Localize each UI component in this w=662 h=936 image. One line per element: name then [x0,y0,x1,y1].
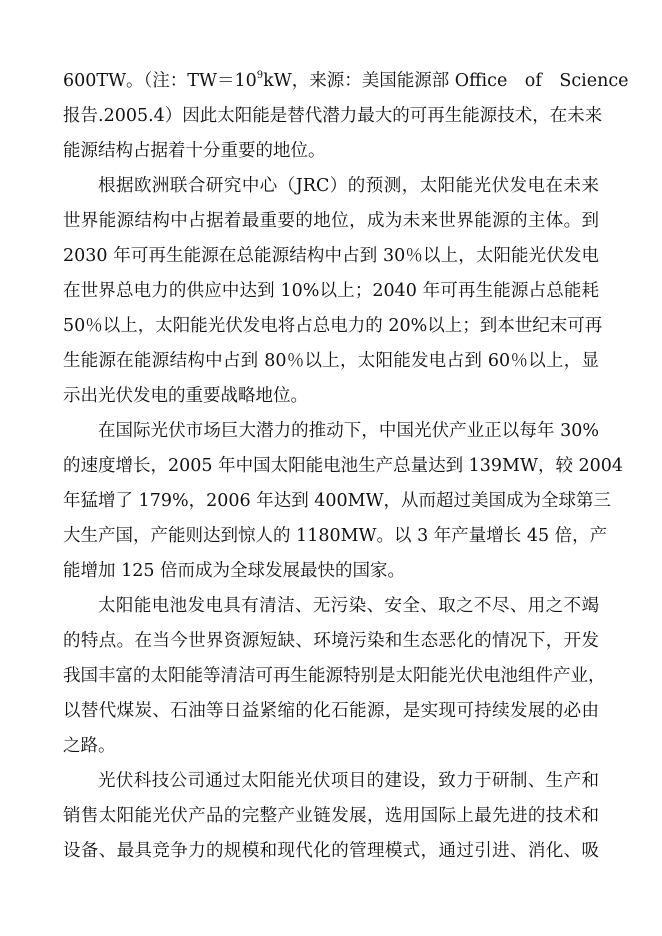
paragraph-4-line-1: 太阳能电池发电具有清洁、无污染、安全、取之不尽、用之不竭 [98,596,599,616]
paragraph-2-line-6: 生能源在能源结构中占到 80％以上，太阳能发电占到 60％以上，显 [63,351,599,371]
paragraph-2-line-3: 2030 年可再生能源在总能源结构中占到 30％以上，太阳能光伏发电 [63,246,599,266]
paragraph-5-line-2: 销售太阳能光伏产品的完整产业链发展，选用国际上最先进的技术和 [63,806,599,826]
paragraph-3-line-3: 年猛增了 179%，2006 年达到 400MW，从而超过美国成为全球第三 [63,491,612,511]
paragraph-1-line-2: 报告.2005.4）因此太阳能是替代潜力最大的可再生能源技术，在未来 [63,106,603,126]
paragraph-5-line-3: 设备、最具竞争力的规模和现代化的管理模式，通过引进、消化、吸 [63,841,599,861]
paragraph-3-line-1: 在国际光伏市场巨大潜力的推动下，中国光伏产业正以每年 30% [98,421,599,441]
paragraph-1-line-1 [63,64,629,98]
paragraph-3-line-5: 能增加 125 倍而成为全球发展最快的国家。 [63,561,406,581]
paragraph-5-line-1: 光伏科技公司通过太阳能光伏项目的建设，致力于研制、生产和 [98,771,599,791]
text-run: kW，来源：美国能源部 Office of Science [263,71,629,91]
paragraph-2-line-7: 示出光伏发电的重要战略地位。 [63,386,308,406]
superscript: 9 [256,70,264,82]
paragraph-2-line-1: 根据欧洲联合研究中心（JRC）的预测，太阳能光伏发电在未来 [98,176,599,196]
paragraph-2-line-2: 世界能源结构中占据着最重要的地位，成为未来世界能源的主体。到 [63,211,599,231]
paragraph-4-line-3: 我国丰富的太阳能等清洁可再生能源特别是太阳能光伏电池组件产业， [63,666,606,686]
paragraph-1-line-3: 能源结构占据着十分重要的地位。 [63,141,326,161]
paragraph-2-line-4: 在世界总电力的供应中达到 10%以上；2040 年可再生能源占总能耗 [63,281,599,301]
paragraph-3-line-2: 的速度增长，2005 年中国太阳能电池生产总量达到 139MW，较 2004 [63,456,624,476]
paragraph-4-line-2: 的特点。在当今世界资源短缺、环境污染和生态恶化的情况下，开发 [63,631,599,651]
paragraph-4-line-4: 以替代煤炭、石油等日益紧缩的化石能源，是实现可持续发展的必由 [63,701,599,721]
paragraph-2-line-5: 50％以上，太阳能光伏发电将占总电力的 20%以上；到本世纪末可再 [63,316,603,336]
paragraph-4-line-5: 之路。 [63,736,116,756]
paragraph-3-line-4: 大生产国，产能则达到惊人的 1180MW。以 3 年产量增长 45 倍，产 [63,526,608,546]
text-run: 600TW。（注：TW＝10 [63,71,257,91]
